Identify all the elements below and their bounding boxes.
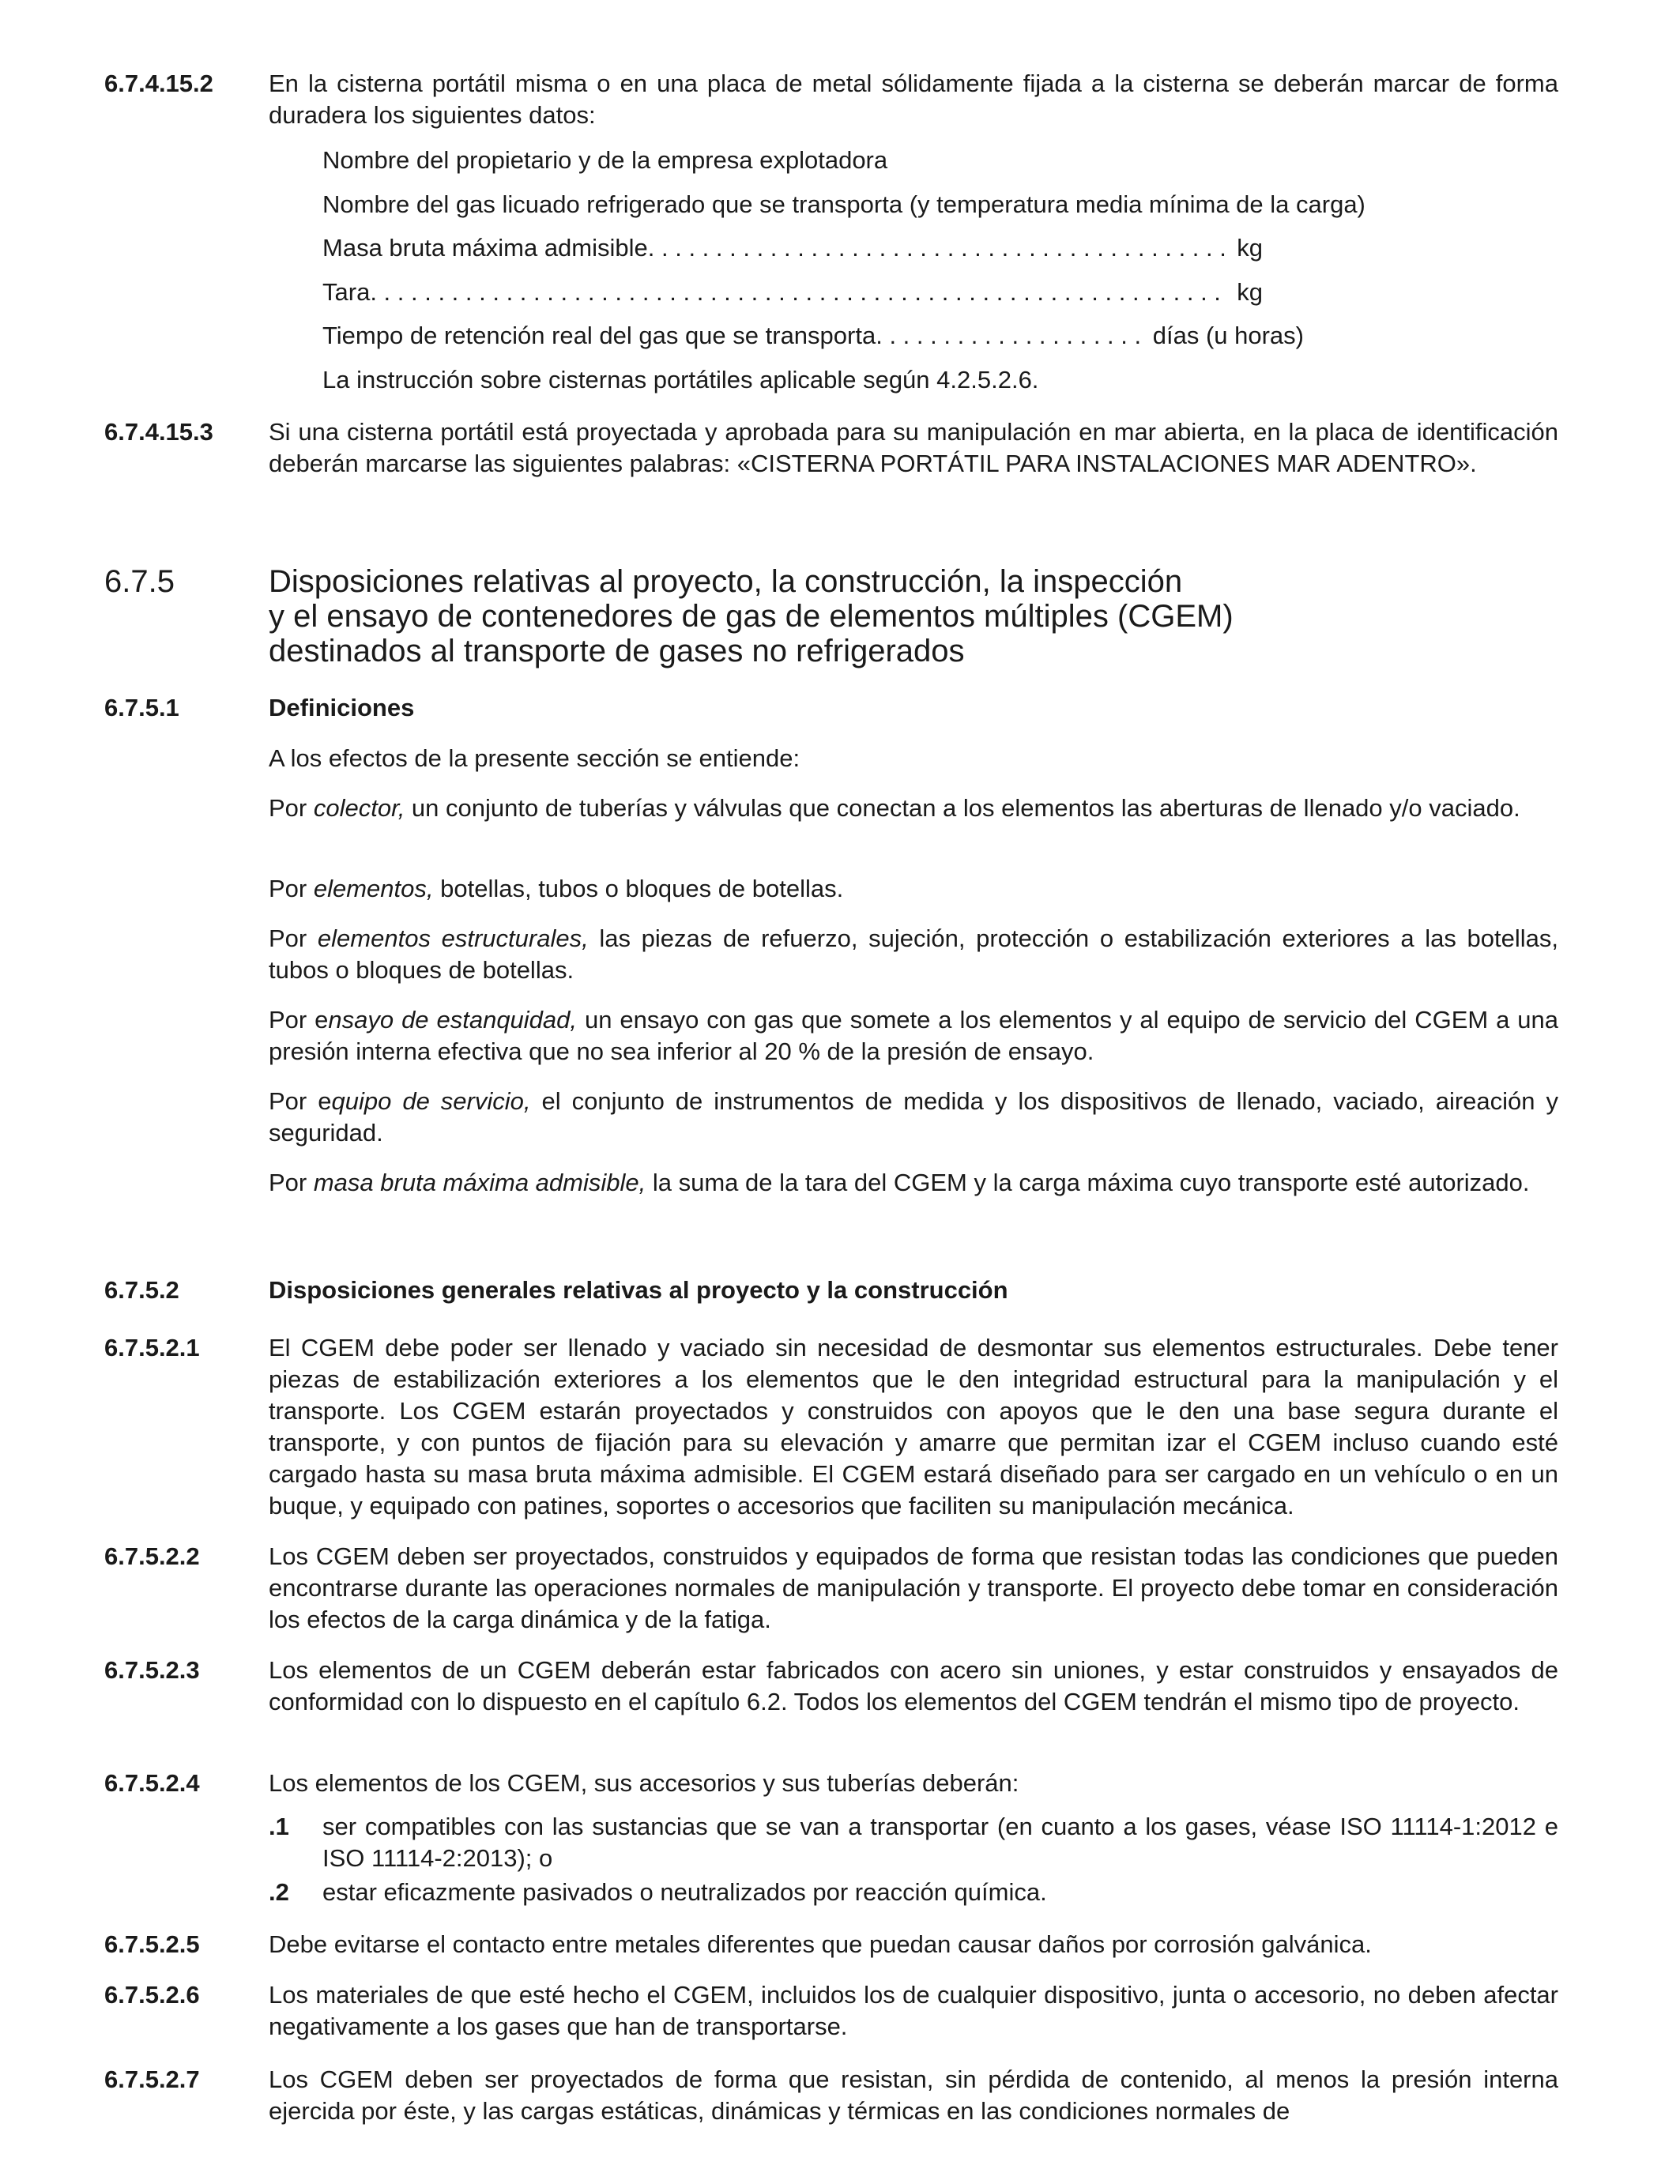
definition: Por ensayo de estanquidad, un ensayo con gas que somete a los elementos y al equipo de servicio del CGEM a una presión interna efectiva que no sea inferior al 20 % de la presión de ensayo. (269, 1006, 1559, 1065)
paragraph: Los CGEM deben ser proyectados, construidos y equipados de forma que resistan todas las condiciones que pueden encontrarse durante las operaciones normales de manipulación y transporte. El proyecto debe tomar en consideración los efectos de la carga dinámica y de la fatiga. (269, 1542, 1558, 1633)
defined-term: nsayo de estanquidad, (328, 1006, 578, 1034)
sub-item-text: estar eficazmente pasivados o neutralizados por reacción química. (322, 1878, 1047, 1906)
sub-item-text: ser compatibles con las sustancias que se van a transportar (en cuanto a los gases, véase ISO 11114-1:2012 e ISO 11114-2:2013); o (322, 1813, 1558, 1872)
defined-term: elementos, (313, 875, 434, 902)
section-number: 6.7.4.15.2 (104, 70, 213, 97)
paragraph: Los elementos de los CGEM, sus accesorios y sus tuberías deberán: (269, 1769, 1019, 1797)
dotted-field-tiempo (322, 320, 1304, 352)
field-unit: días (u horas) (1152, 322, 1304, 349)
paragraph-number: 6.7.5.2.5 (104, 1930, 200, 1958)
definition: Por masa bruta máxima admisible, la suma de la tara del CGEM y la carga máxima cuyo transporte esté autorizado. (269, 1169, 1530, 1196)
dotted-field-masa (322, 232, 1263, 264)
field-label: Masa bruta máxima admisible (322, 234, 648, 262)
defined-term: quipo de servicio, (331, 1087, 531, 1115)
field-unit: kg (1237, 234, 1263, 262)
defined-term: elementos estructurales, (317, 924, 589, 952)
paragraph: Debe evitarse el contacto entre metales diferentes que puedan causar daños por corrosión galvánica. (269, 1930, 1372, 1958)
defined-term: masa bruta máxima admisible, (313, 1169, 646, 1196)
sub-item-label: .2 (269, 1878, 289, 1906)
field-label: Tiempo de retención real del gas que se transporta (322, 322, 876, 349)
chapter-title-line: destinados al transporte de gases no refrigerados (269, 634, 965, 668)
dot-leader (370, 277, 1227, 308)
section-heading: Definiciones (269, 694, 415, 721)
chapter-title-line: y el ensayo de contenedores de gas de elementos múltiples (CGEM) (269, 599, 1234, 634)
paragraph-number: 6.7.5.2.4 (104, 1769, 200, 1797)
field-label: Tara (322, 278, 371, 306)
section-number: 6.7.5.2 (104, 1276, 179, 1304)
paragraph-number: 6.7.5.2.2 (104, 1542, 200, 1570)
paragraph-number: 6.7.5.2.3 (104, 1656, 200, 1684)
definition: Por equipo de servicio, el conjunto de instrumentos de medida y los dispositivos de llenado, vaciado, aireación y seguridad. (269, 1087, 1558, 1147)
dot-leader (648, 232, 1227, 264)
data-list-item: Nombre del gas licuado refrigerado que se transporta (y temperatura media mínima de la carga) (322, 190, 1365, 218)
paragraph: En la cisterna portátil misma o en una placa de metal sólidamente fijada a la cisterna se deberán marcar de forma duradera los siguientes datos: (269, 70, 1558, 129)
data-list-item: La instrucción sobre cisternas portátiles aplicable según 4.2.5.2.6. (322, 366, 1039, 393)
defined-term: colector, (313, 794, 405, 822)
paragraph: Los materiales de que esté hecho el CGEM, incluidos los de cualquier dispositivo, junta o accesorio, no deben afectar negativamente a los gases que han de transportarse. (269, 1981, 1558, 2040)
paragraph-number: 6.7.5.2.1 (104, 1334, 200, 1361)
definition: Por colector, un conjunto de tuberías y válvulas que conectan a los elementos las aberturas de llenado y/o vaciado. (269, 794, 1520, 822)
data-list-item: Nombre del propietario y de la empresa explotadora (322, 146, 888, 174)
chapter-number: 6.7.5 (104, 564, 175, 599)
dot-leader (876, 320, 1143, 352)
paragraph: Los elementos de un CGEM deberán estar fabricados con acero sin uniones, y estar construidos y ensayados de conformidad con lo dispuesto en el capítulo 6.2. Todos los elementos del CGEM tendrán el mismo tipo de proyecto. (269, 1656, 1558, 1715)
field-unit: kg (1237, 278, 1263, 306)
sub-item-label: .1 (269, 1813, 289, 1840)
dotted-field-tara (322, 277, 1263, 308)
section-number: 6.7.5.1 (104, 694, 179, 721)
section-number: 6.7.4.15.3 (104, 418, 213, 446)
section-heading: Disposiciones generales relativas al proyecto y la construcción (269, 1276, 1008, 1304)
paragraph: El CGEM debe poder ser llenado y vaciado sin necesidad de desmontar sus elementos estructurales. Debe tener piezas de estabilización exteriores a los elementos que le den integridad estructural para la manipulación y el transporte. Los CGEM estarán proyectados y construidos con apoyos que le den una base segura durante el transporte, y con puntos de fijación para su elevación y amarre que permitan izar el CGEM incluso cuando esté cargado hasta su masa bruta máxima admisible. El CGEM estará diseñado para ser cargado en un vehículo o en un buque, y equipado con patines, soportes o accesorios que faciliten su manipulación mecánica. (269, 1334, 1558, 1519)
paragraph: A los efectos de la presente sección se entiende: (269, 744, 800, 772)
paragraph-number: 6.7.5.2.6 (104, 1981, 200, 2009)
paragraph: Si una cisterna portátil está proyectada y aprobada para su manipulación en mar abierta, en la placa de identificación deberán marcarse las siguientes palabras: «CISTERNA PORTÁTIL PARA INSTALACIONES MAR ADENTRO». (269, 418, 1558, 477)
paragraph-number: 6.7.5.2.7 (104, 2065, 200, 2093)
definition: Por elementos, botellas, tubos o bloques de botellas. (269, 875, 844, 902)
definition: Por elementos estructurales, las piezas de refuerzo, sujeción, protección o estabilización exteriores a las botellas, tubos o bloques de botellas. (269, 924, 1558, 984)
chapter-title-line: Disposiciones relativas al proyecto, la construcción, la inspección (269, 564, 1183, 599)
paragraph: Los CGEM deben ser proyectados de forma que resistan, sin pérdida de contenido, al menos la presión interna ejercida por éste, y las cargas estáticas, dinámicas y térmicas en las condiciones normales de (269, 2065, 1558, 2125)
